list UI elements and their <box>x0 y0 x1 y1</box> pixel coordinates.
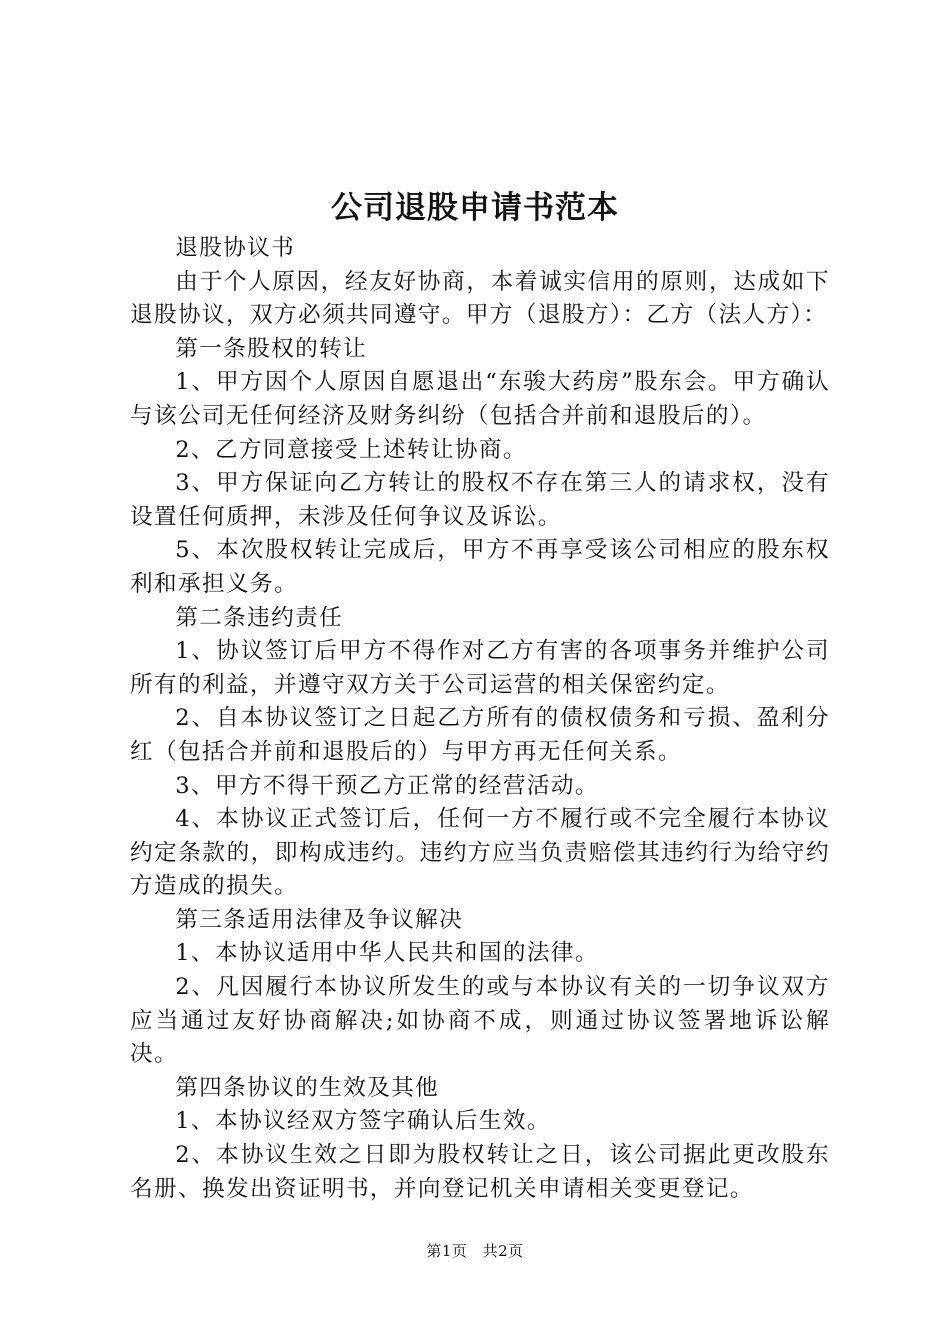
paragraph-heading: 退股协议书 <box>175 235 296 261</box>
section-heading: 第四条协议的生效及其他 <box>175 1074 440 1101</box>
document-title: 公司退股申请书范本 <box>331 190 619 226</box>
paragraph: 2、自本协议签订之日起乙方所有的债权债务和亏损、盈利分红（包括合并前和退股后的）与甲方再无任何关系。 <box>130 705 830 765</box>
paragraph: 4、本协议正式签订后，任何一方不履行或不完全履行本协议约定条款的，即构成违约。违约方应当负责赔偿其违约行为给守约方造成的损失。 <box>130 806 830 900</box>
section-heading: 第一条股权的转让 <box>175 335 368 362</box>
page-total: 共2页 <box>482 1242 524 1260</box>
paragraph: 2、本协议生效之日即为股权转让之日，该公司据此更改股东名册、换发出资证明书，并向登记机关申请相关变更登记。 <box>130 1142 830 1202</box>
paragraph: 1、协议签订后甲方不得作对乙方有害的各项事务并维护公司所有的利益，并遵守双方关于公司运营的相关保密约定。 <box>130 638 830 698</box>
paragraph: 3、甲方不得干预乙方正常的经营活动。 <box>175 772 599 799</box>
paragraph: 1、本协议适用中华人民共和国的法律。 <box>175 940 599 967</box>
section-heading: 第二条违约责任 <box>175 604 344 631</box>
paragraph: 由于个人原因，经友好协商，本着诚实信用的原则，达成如下退股协议，双方必须共同遵守。甲方（退股方）：乙方（法人方）： <box>130 268 830 329</box>
page-footer <box>0 1240 950 1262</box>
paragraph: 1、本协议经双方签字确认后生效。 <box>175 1108 551 1135</box>
section-heading: 第三条适用法律及争议解决 <box>175 906 464 933</box>
page-number: 第1页 <box>426 1242 468 1260</box>
paragraph: 2、乙方同意接受上述转让协商。 <box>175 436 527 463</box>
document-body <box>130 232 830 1206</box>
paragraph: 1、甲方因个人原因自愿退出“东骏大药房”股东会。甲方确认与该公司无任何经济及财务纠纷（包括合并前和退股后的）。 <box>130 369 830 429</box>
paragraph: 5、本次股权转让完成后，甲方不再享受该公司相应的股东权利和承担义务。 <box>130 537 830 597</box>
paragraph: 2、凡因履行本协议所发生的或与本协议有关的一切争议双方应当通过友好协商解决;如协商不成，则通过协议签署地诉讼解决。 <box>130 974 830 1068</box>
paragraph: 3、甲方保证向乙方转让的股权不存在第三人的请求权，没有设置任何质押，未涉及任何争议及诉讼。 <box>130 470 830 530</box>
